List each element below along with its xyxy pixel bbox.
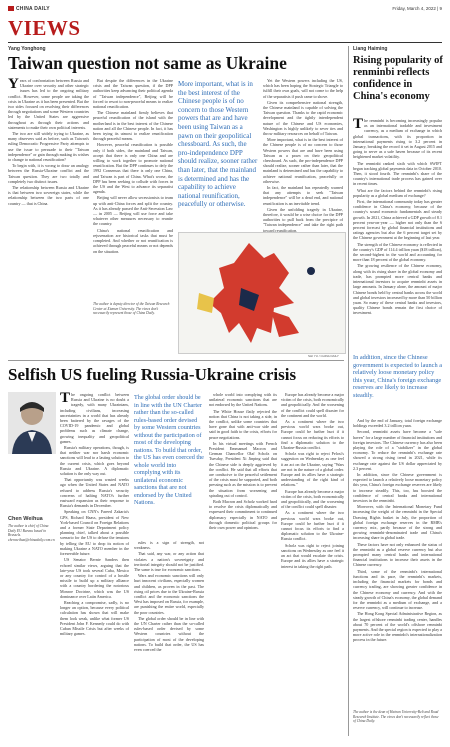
bottom-rule bbox=[8, 360, 344, 361]
author-avatar-icon bbox=[8, 392, 56, 454]
right-byline: Liang Haiming bbox=[353, 46, 388, 52]
right-col-1: The renminbi is becoming increasingly popular as an international tradable and investment currency, as a medium of exchange in which global transactions, with its proportion in international payments rising to 3.2 percent in January, breaking the record it set in August 2015 and going to serve as a safe haven because of its recent heightened market volatility. The renminbi ranked sixth with which SWIFT began tracking global payments data in October 2010. Then, it stood fourth. The renminbi's share of the country's international trade process has gained over in recent times. What are the factors behind the renminbi's rising popularity as a global medium of exchange? First, the international community today has greater confidence in China's economy, because of the country's sound economic fundamentals and steady growth. In 2021, China achieved a GDP growth of 8.1 percent year-on-year — higher not only than the 6 percent forecast by global financial institutions and ratings agencies but also the 6 percent target set by the Chinese government at the beginning of last year. The strength of the Chinese economy is reflected in the country's GDP of 114.4 trillion yuan ($18 trillion), the second-highest in the world and accounting for more than 18 percent of the global economy. The growing resilience of the Chinese economy, along with its rising share in the global economy and trade, has prompted more central banks and international investors to acquire renminbi assets in large amounts. In January alone, the amount of major Chinese bonds held by central banks across the world and global investors increased by more than 50 billion yuan. So many of these central banks and investors, quality Chinese bonds remain the first choice of investment. bbox=[353, 118, 442, 316]
top-col-2: But despite the differences in the Ukraine crisis and the Taiwan question, if the DPP authorities keep advancing their political agenda of "Taiwan independence", Beijing will be forced to resort to non-peaceful means to realize national reunification. The Chinese mainland firmly believes that peaceful reunification of the island with the motherland is in the best interest of the Chinese nation and all the Chinese people. In fact, it has been trying its utmost to realize reunification through peaceful means. However, peaceful reunification is possible only if both sides, the mainland and Taiwan, accept that there is only one China and are willing to work together to promote national reunification. But the DPP continues to defy the 1992 Consensus that there is only one China, and Taiwan is part of China. What's worse, the DPP has been seeking to collude with forces in the US and the West to advance its separatist agenda. Beijing will never allow secessionists to team up with anti-China forces and split the country. As it has already passed the Anti-Secession Law — in 2005 — Beijing will use force and take whatever other measures necessary to reunite the country. China's national reunification and rejuvenation are historical tasks that must be completed. And whether or not reunification is achieved through peaceful means or not depends on the situation. bbox=[93, 78, 173, 254]
masthead-logo bbox=[8, 6, 50, 12]
bottom-author-note: The author is chief of China Daily EU Bureau based in Brussels. chenweihua@chinadaily.com.cn bbox=[8, 524, 55, 542]
column-divider bbox=[348, 46, 349, 736]
right-headline: Rising popularity of renminbi reflects confidence in China's economy bbox=[353, 55, 443, 102]
right-col-2: And by the end of January, total foreign exchange holdings exceeded 3.2 trillion yuan. Second, renminbi assets have become a "safe haven" for a large number of financial institutions and foreign investors. The Chinese currency has also been playing the role of a "stabilizer" in the global economy. To reduce the renminbi's exchange rate showed a strong rising trend in 2021, while its exchange rate against the US dollar appreciated by 2.3 percent. In addition, since the Chinese government is expected to launch a relatively loose monetary policy this year, China's foreign exchange reserves are likely to increase steadily. This, too, has boosted the confidence of central banks and international investors in the renminbi. Moreover, with the International Monetary Fund increasing the weight of the renminbi in the Special Drawing Rights basket in July, the proportion of global foreign exchange reserves in the RMB's currency mix, partly because of the strong and growing renminbi-denominated trade and China's increasing share in global trade. These factors have not only enhanced the status of the renminbi as a global reserve currency but also prompted many central banks and international financial institutions to increase their assets in the Chinese currency. Third, some of the renminbi's international functions and its pace, the renminbi's markets, including the financial markets for bonds and currency trading, are showing greater confidence in the Chinese economy and currency. And with the steady growth of China's economy, the global demand for the renminbi as a medium of exchange, and a reserve currency, will continue to increase. The Hong Kong Special Administrative Region, as the largest offshore renminbi trading center, handles about 70 percent of the world's offshore renminbi payments. And the special region is expected to play a more active role in the renminbi's internationalization process in the future. bbox=[353, 418, 442, 643]
bottom-col-1: The ongoing conflict between Russia and Ukraine is no doubt a tragedy, with many Ukrainians, including civilians, increasing uncertainties in a world that has already been battered by the ravages of the COVID-19 pandemic and global problems such as climate change, growing inequality and geopolitical games. Russia's military operations, though, is that neither war nor harsh economic sanctions will lead to a lasting solution to the current crisis, which goes beyond Russia and Ukraine. A diplomatic solution is the only way out. That opportunity was wasted weeks ago when the United States and NATO refused to address Russia's security concerns of halting NATO's further eastward expansion as their response to Russia's demands in December. Speaking on CNN's Fareed Zakaria's GPS, Richard Haass, president of New York-based Council on Foreign Relations and a former State Department policy planning chief, talked about a possible scenario for the US to defuse the tensions by telling the EU to drop its notion of making Ukraine a NATO member in the foreseeable future. US Senator Bernie Sanders then echoed similar views, arguing that the late-year US took several Cuba, Mexico or any country for control of a hostile missile to build up a military alliance with a country bordering the notorious Monroe Doctrine, which was the US dominance over Latin America. Reaching a compromise, sadly, is no longer an option, because every political calculation has shown that will make them look weak, unlike what former US President John F. Kennedy could do with Cuban Missile Crisis but after weeks of military games. bbox=[60, 392, 129, 637]
section-title: VIEWS bbox=[8, 16, 81, 40]
top-headline: Taiwan question not same as Ukraine bbox=[8, 53, 287, 73]
top-col-1: Years of confrontation between Russia and Ukraine over security and other strategic issues has led to the ongoing military conflict. However, some people are taking the crisis in Ukraine as it has been presented. But the two sides focused on resolving their differences through negotiations and some Western countries led by the United States are aggressive throughout as through their actions and statements to make their own political interests. The two are still widely trying to Ukraine, as many observers said as before, such as Taiwan's ruling Democratic Progressive Party attempts to use the issue to persuade to their "Taiwan independence" or gain through making its wishes to change to national reunification? To begin with, it is wrong to draw an analogy between the Russia-Ukraine conflict and the Taiwan question. They are two totally and completely two distinct issues. The relationship between Russia and Ukraine is that between two sovereign states, while the relationship between the two parts of one country — that is China. bbox=[8, 78, 89, 206]
right-author-note: The author is the dean of Hainan University-Belt and Road Research Institute. The views don't necessarily reflect those of China Daily. bbox=[353, 710, 439, 724]
right-dropcap: T bbox=[353, 118, 364, 132]
bottom-headline: Selfish US fueling Russia-Ukraine crisis bbox=[8, 365, 297, 384]
top-col-4: Yet the Western powers including the US, which has been hoping the Strategic Triangle to fulfill their own goals, will not come to the help of the separatists if push came to shove. Given its comprehensive national strength, the Chinese mainland is capable of solving the Taiwan question. Thanks to the rapid economic development and the tightly interdependent nature of the Chinese and US economies, Washington is highly unlikely to sever ties and throw military resources on behalf of Taiwan. More important, what is in the best interest of the Chinese people is of no concern to those Western powers that are and have been using Taiwan as a pawn on their geopolitical chessboard. As such, the pro-independence DPP should realize, sooner rather than later, that the mainland is determined and has the capability to achieve national reunification, peacefully or otherwise. In fact, the mainland has repeatedly warned that any attempts to seek "Taiwan independence" will be a dead end, and national reunification is an inevitable trend. Given the unfolding tragedy in Ukraine, therefore, it would be a wise choice for the DPP authorities to pull back from the precipice of "Taiwan independence" and take the right path toward reunification. bbox=[263, 78, 343, 233]
dateline: Friday, March 4, 2022 | 9 bbox=[392, 6, 442, 11]
logo-text: CHINA DAILY bbox=[16, 6, 50, 12]
right-pull-quote: In addition, since the Chinese government is expected to launch a relatively loose monetary policy this year, China's foreign exchange reserves are likely to increase steadily. bbox=[353, 354, 442, 399]
section-rule bbox=[8, 42, 442, 43]
bottom-byline: Chen Weihua bbox=[8, 516, 43, 522]
bottom-col-3: rules is a sign of strength, not weakness. That said, any war, or any action that violates a nation's sovereignty and territorial integrity should not be justified. The same is true for economic sanctions. Wars and economic sanctions will only hurt innocent civilians, especially women and children, as proven in the past. The rising oil prices due to the Ukraine-Russia conflict and the economic sanctions the West has imposed on Russia, for example, are punishing the entire world, especially the poor countries. The global order should be in line with the UN Charter rather than the so-called rules-based order devised by some Western countries without the participation of most of the developing nations. To build that order, the US has even coerced the bbox=[134, 540, 204, 653]
illustration-graphic bbox=[179, 233, 345, 353]
top-pull-quote: More important, what is in the best interest of the Chinese people is of no concern to those Western powers that are and have been using Taiwan as a pawn on their geopolitical chessboard. As such, the pro-independence DPP should realize, sooner rather than later, that the mainland is determined and has the capability to achieve national reunification, peacefully or otherwise. bbox=[178, 80, 258, 209]
author-photo bbox=[8, 392, 56, 454]
photo-caption: SHI YU / CHINA DAILY bbox=[308, 354, 339, 358]
bottom-col-4: whole world into complying with its unilateral economic sanctions that are not endorsed by the United Nations. The White House flatly rejected the notion that China is not taking a side, in the conflict, unlike some countries that have gone that with anti-war side and said in good faith to the crisis, efforts for peace negotiations. In his virtual meetings with French President Emmanuel Macron and German Chancellor Olaf Scholz on Tuesday, President Xi Jinping said that the Chinese side is deeply aggrieved by the conflict. He said that all efforts that are conducive to the peaceful settlement of the crisis must be supported, and both pressing such as the mission is to prevent the situation from worsening and spiraling out of control. Both Macron and Scholz worked hard to resolve the crisis diplomatically and expressed their commitment to continued diplomacy especially in NATO and through domestic political groups for their own power and opinions. bbox=[209, 392, 277, 531]
illustration bbox=[178, 232, 346, 354]
bottom-col-5: Europe has already become a major victim of the crisis, both economically and geopolitically. And the worsening of the conflict could spell disaster for the continent and the world. As a continent where the two previous world wars broke out, Europe could be further hurt if it cannot focus on reducing its efforts to find a diplomatic solution to the Ukraine-Russia conflict. Scholz was right to reject Pelosi's suggestion on Wednesday as one feel it an act on the Ukraine, saying "Wars are not in the nature of a global order. Europe and its allies have a strategic understanding of the right kind of relations." Europe has already become a major victim of the crisis, both economically and geopolitically, and the worsening of the conflict could spell disaster. As a continent where the two previous world wars broke out, Europe could be further hurt if it cannot focus its efforts to find a diplomatic solution to the Ukraine-Russia conflict. Scholz was right to reject joining sanctions on Wednesday as one feel it an act that would escalate the crisis. Europe and its allies have a strategic interest in taking the right path. bbox=[281, 392, 344, 569]
bottom-dropcap: T bbox=[60, 392, 71, 406]
top-author-note: The author is deputy director of the Taiwan Research Center at Xiamen University. The views don't necessarily represent those of China Daily. bbox=[93, 302, 170, 316]
logo-icon bbox=[8, 6, 14, 11]
top-byline: Yang Yonghong bbox=[8, 46, 46, 52]
bottom-pull-quote: The global order should be in line with the UN Charter rather than the so-called rules-based order devised by some Western countries without the participation of most of the developing nations. To build that order, the US has even coerced the whole world into complying with its unilateral economic sanctions that are not endorsed by the United Nations. bbox=[134, 394, 204, 506]
top-dropcap: Y bbox=[8, 78, 19, 92]
